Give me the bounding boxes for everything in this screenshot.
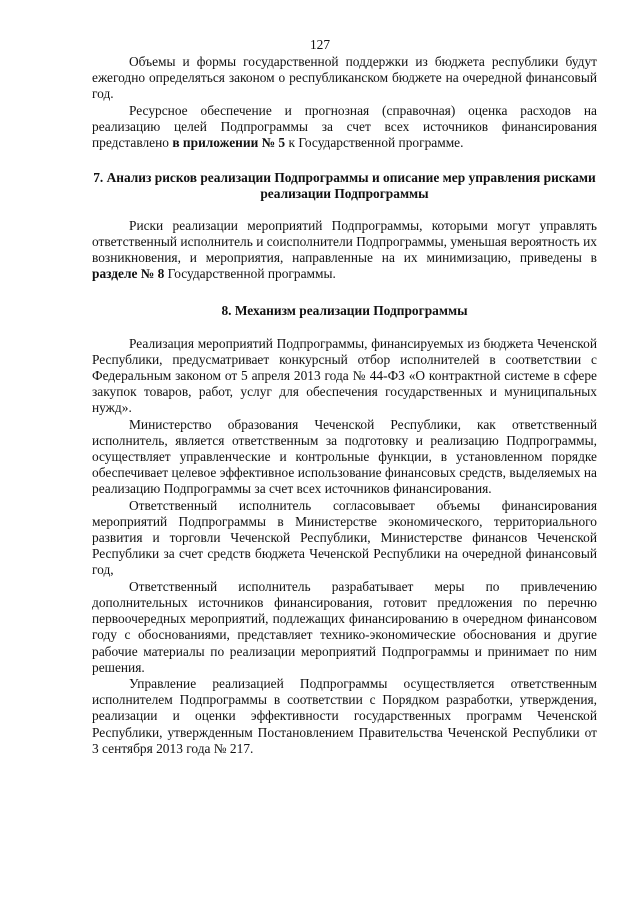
bold-reference: разделе № 8 [92,266,165,282]
text-run: Ресурсное обеспечение и прогнозная (справочная) оценка расходов на реализацию целей Подпрограммы за счет всех источников финансирования представлено [92,102,597,151]
bold-reference: в приложении № 5 [172,135,286,151]
paragraph-risks [92,218,597,283]
paragraph-resource-provision [92,103,597,152]
paragraph-implementation: Реализация мероприятий Подпрограммы, финансируемых из бюджета Чеченской Республики, предусматривает конкурсный отбор исполнителей в соответствии с Федеральным законом от 5 апреля 2013 года № 44-ФЗ «О контрактной системе в сфере закупок товаров, работ, услуг для обеспечения государственных и муниципальных нужд». [92,335,597,416]
section-8-heading: 8. Механизм реализации Подпрограммы [221,303,468,319]
document-body [92,54,597,757]
paragraph-ministry: Министерство образования Чеченской Республики, как ответственный исполнитель, является ответственным за подготовку и реализацию Подпрограммы, осуществляет управленческие и контрольные функции, в установленном порядке обеспечивает целевое эффективное использование финансовых средств, выделяемых на реализацию Подпрограммы за счет всех источников финансирования. [92,416,597,497]
page-number: 127 [309,37,331,52]
section-7-heading: 7. Анализ рисков реализации Подпрограммы и описание мер управления рисками реализации Подпрограммы [93,170,596,202]
text-run: Государственной программы. [164,266,336,282]
text-run: Риски реализации мероприятий Подпрограммы, которыми могут управлять ответственный исполнитель и соисполнители Подпрограммы, уменьшая вероятность их возникновения, и мероприятия, направленные на их минимизацию, приведены в [92,217,597,266]
paragraph-coordination: Ответственный исполнитель согласовывает объемы финансирования мероприятий Подпрограммы в Министерстве экономического, территориального развития и торговли Чеченской Республики, Министерстве финансов Чеченской Республики за счет средств бюджета Чеченской Республики на очередной финансовый год, [92,497,597,578]
text-run: к Государственной программе. [285,135,464,151]
paragraph-state-support: Объемы и формы государственной поддержки из бюджета республики будут ежегодно определяться законом о республиканском бюджете на очередной финансовый год. [92,54,597,102]
paragraph-management: Управление реализацией Подпрограммы осуществляется ответственным исполнителем Подпрограммы в соответствии с Порядком разработки, утверждения, реализации и оценки эффективности государственных программ Чеченской Республики, утвержденным Постановлением Правительства Чеченской Республики от 3 сентября 2013 года № 217. [92,675,597,756]
paragraph-additional-sources: Ответственный исполнитель разрабатывает меры по привлечению дополнительных источников финансирования, готовит предложения по перечню первоочередных мероприятий, подлежащих финансированию в очередном финансовом году с обоснованиями, представляет технико-экономические обоснования и другие рабочие материалы по реализации мероприятий Подпрограммы и принимает по ним решения. [92,578,597,675]
